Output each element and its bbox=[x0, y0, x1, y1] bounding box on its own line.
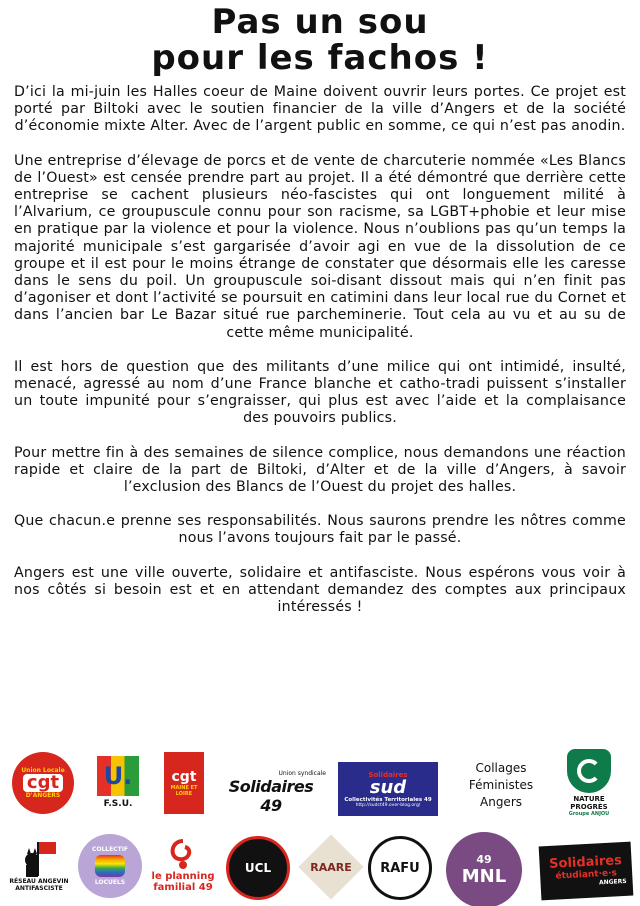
paragraph-2: Une entreprise d’élevage de porcs et de vente de charcuterie nommée «Les Blancs de l’Ouest» est censée prendre part au projet. Il a été démontré que derrière cette entreprise se cachent plusieurs néo-fascistes qui ont longuement milité à l’Alvarium, ce groupuscule connu pour son racisme, sa LGBT+phobie et leur mise en pratique par la violence et pour la violence. Nous n’oublions pas qu’un temps la majorité municipale s’est gargarisée d’avoir agi en vue de la dissolution de ce groupe et il est pour le moins étrange de constater que désormais elle les caresse dans le sens du poil. Un groupuscule soi-disant dissout mais qui n’en finit pas d’agoniser et dont l’activité se poursuit en catimini dans leur local rue du Cornet et dans l’ancien bar Le Bazar situé rue parcheminerie. Tout cela au vu et au su de cette même municipalité. bbox=[14, 152, 626, 341]
paragraph-3: Il est hors de question que des militants d’une milice qui ont intimidé, insulté, menacé, agressé au nom d’une France blanche et catho-tradi puissent s’installer un toute impunité pour s’engraisser, qui plus est avec l’aide et la complaisance des pouvoirs publics. bbox=[14, 358, 626, 427]
collages-feministes-logo: Collages Féministes Angers bbox=[468, 760, 534, 809]
article-body bbox=[14, 84, 626, 633]
mnl-logo: 49 MNL bbox=[446, 832, 522, 906]
paragraph-6: Angers est une ville ouverte, solidaire et antifasciste. Nous espérons vous voir à nos côtés si besoin est et en attendant demandez des comptes aux principaux intéressés ! bbox=[14, 564, 626, 616]
solidaires-49-logo: Union syndicale Solidaires 49 bbox=[228, 769, 326, 815]
ucl-logo: UCL bbox=[226, 836, 290, 900]
reseau-angevin-antifasciste-logo: RÉSEAU ANGEVIN ANTIFASCISTE bbox=[8, 832, 70, 898]
fsu-logo: U. F.S.U. bbox=[94, 752, 142, 812]
paragraph-1: D’ici la mi-juin les Halles coeur de Maine doivent ouvrir leurs portes. Ce projet est porté par Biltoki avec le soutien financier de la ville d’Angers et de la société d’économie mixte Alter. Avec de l’argent public en somme, ce qui n’est pas anodin. bbox=[14, 84, 626, 135]
planning-swirl-icon bbox=[165, 837, 201, 871]
paragraph-4: Pour mettre fin à des semaines de silence complice, nous demandons une réaction rapide et claire de la part de Biltoki, d’Alter et de la ville d’Angers, à savoir l’exclusion des Blancs de l’Ouest du projet des halles. bbox=[14, 444, 626, 496]
cat-flag-icon bbox=[18, 838, 60, 878]
solidaires-etudiants-logo: Solidaires étudiant·e·s ANGERS bbox=[539, 842, 634, 901]
raare-logo: RAARE bbox=[302, 838, 360, 896]
rafu-logo: RAFU bbox=[368, 836, 432, 900]
nature-progres-logo: NATURE PROGRÈS Groupe ANJOU bbox=[562, 742, 616, 824]
page-title bbox=[0, 4, 640, 76]
cgt-maine-et-loire-logo: cgt MAINE ET LOIRE bbox=[164, 752, 204, 814]
title-line-2: pour les fachos ! bbox=[151, 38, 489, 78]
planning-familial-logo: le planning familial 49 bbox=[146, 832, 220, 898]
sud-collectivites-logo: Solidaires sud Collectivités Territoriales 49 http://sudct49.over-blog.org/ bbox=[338, 762, 438, 816]
title-line-1: Pas un sou bbox=[211, 2, 429, 42]
nature-progres-emblem-icon bbox=[567, 749, 611, 793]
rainbow-icon bbox=[95, 855, 125, 877]
cgt-union-locale-logo: Union Locale cgt D'ANGERS bbox=[12, 752, 74, 814]
collectif-logo: COLLECTIF LOCUELS bbox=[78, 834, 142, 898]
signatories-logos bbox=[0, 740, 640, 906]
paragraph-5: Que chacun.e prenne ses responsabilités. Nous saurons prendre les nôtres comme nous l’avons toujours fait par le passé. bbox=[14, 513, 626, 547]
